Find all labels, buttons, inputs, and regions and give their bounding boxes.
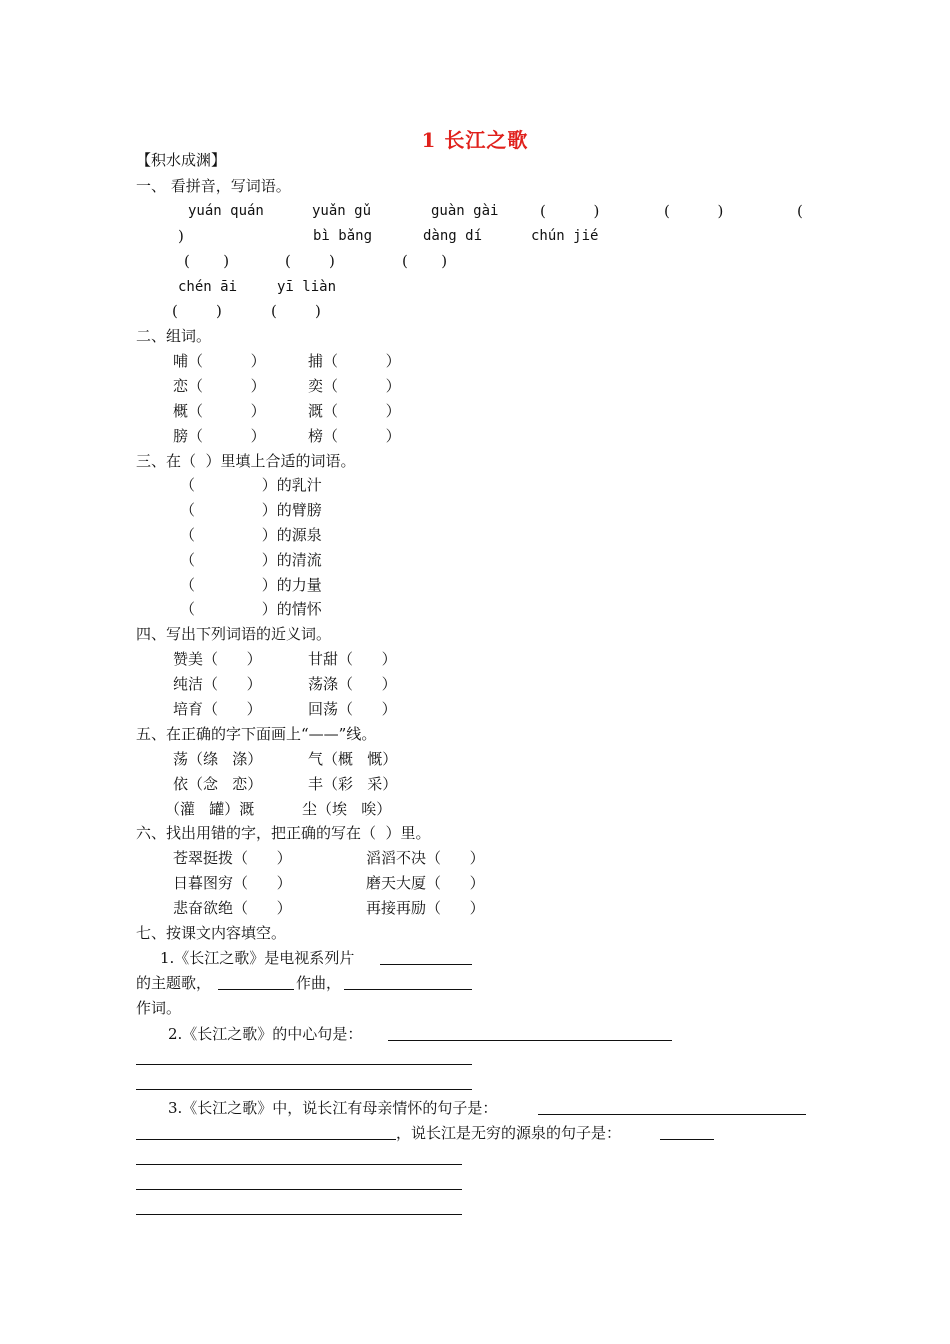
typo-fix-item[interactable]: 日暮图穷（ ） (173, 874, 292, 892)
answer-blank[interactable]: ( ) (664, 202, 724, 220)
answer-blank[interactable]: ) (178, 227, 184, 245)
word-fill-item[interactable]: 奕（ ） (308, 377, 401, 395)
pinyin-item: chún jié (531, 228, 599, 244)
synonym-item[interactable]: 赞美（ ） (173, 650, 262, 668)
answer-blank[interactable]: ( ) (402, 252, 448, 270)
word-fill-item[interactable]: 捕（ ） (308, 352, 401, 370)
q3-heading: 三、在（ ）里填上合适的词语。 (136, 452, 356, 470)
answer-blank[interactable]: ( (797, 202, 803, 220)
synonym-item[interactable]: 纯洁（ ） (173, 675, 262, 693)
q5-heading: 五、在正确的字下面画上“——”线。 (136, 725, 377, 743)
char-choice-item[interactable]: 依（念 恋） (173, 775, 263, 793)
word-fill-item[interactable]: 榜（ ） (308, 427, 401, 445)
pinyin-item: yuán quán (188, 203, 264, 219)
phrase-fill-item[interactable]: （ ）的乳汁 (180, 476, 322, 494)
word-fill-item[interactable]: 哺（ ） (173, 352, 266, 370)
phrase-fill-item[interactable]: （ ）的力量 (180, 576, 322, 594)
pinyin-item: dàng dí (423, 228, 483, 244)
word-fill-item[interactable]: 溉（ ） (308, 402, 401, 420)
q7-item1-text: 的主题歌， (136, 974, 212, 992)
pinyin-item: yuǎn gǔ (312, 203, 372, 219)
answer-blank[interactable]: ( ) (184, 252, 230, 270)
answer-line[interactable] (380, 964, 472, 965)
q1-heading: 一、 看拼音，写词语。 (136, 177, 291, 195)
q2-heading: 二、组词。 (136, 327, 212, 345)
answer-line[interactable] (136, 1164, 462, 1165)
synonym-item[interactable]: 荡涤（ ） (308, 675, 397, 693)
answer-line[interactable] (136, 1089, 472, 1090)
answer-line[interactable] (136, 1064, 472, 1065)
typo-fix-item[interactable]: 磨天大厦（ ） (366, 874, 485, 892)
q4-heading: 四、写出下列词语的近义词。 (136, 625, 332, 643)
q7-heading: 七、按课文内容填空。 (136, 924, 287, 942)
answer-line[interactable] (136, 1189, 462, 1190)
answer-blank[interactable]: ( ) (172, 302, 222, 320)
word-fill-item[interactable]: 恋（ ） (173, 377, 266, 395)
q7-item2-text: 2.《长江之歌》的中心句是： (168, 1025, 363, 1043)
answer-line[interactable] (388, 1040, 672, 1041)
typo-fix-item[interactable]: 滔滔不决（ ） (366, 849, 485, 867)
phrase-fill-item[interactable]: （ ）的情怀 (180, 600, 322, 618)
synonym-item[interactable]: 培育（ ） (173, 700, 262, 718)
word-fill-item[interactable]: 膀（ ） (173, 427, 266, 445)
q7-item3-text: 3.《长江之歌》中，说长江有母亲情怀的句子是： (168, 1099, 498, 1117)
char-choice-item[interactable]: （灌 罐）溉 (165, 800, 255, 818)
synonym-item[interactable]: 回荡（ ） (308, 700, 397, 718)
char-choice-item[interactable]: 荡（绦 涤） (173, 750, 263, 768)
word-fill-item[interactable]: 概（ ） (173, 402, 266, 420)
answer-line[interactable] (538, 1114, 806, 1115)
answer-line[interactable] (344, 989, 472, 990)
phrase-fill-item[interactable]: （ ）的清流 (180, 551, 322, 569)
page-title: 1 长江之歌 (421, 128, 529, 152)
q6-heading: 六、找出用错的字，把正确的写在（ ）里。 (136, 824, 431, 842)
answer-line[interactable] (660, 1139, 714, 1140)
section-header: 【积水成渊】 (136, 151, 227, 169)
pinyin-item: guàn gài (431, 203, 499, 219)
synonym-item[interactable]: 甘甜（ ） (308, 650, 397, 668)
answer-blank[interactable]: ( ) (271, 302, 321, 320)
phrase-fill-item[interactable]: （ ）的源泉 (180, 526, 322, 544)
typo-fix-item[interactable]: 苍翠挺拨（ ） (173, 849, 292, 867)
char-choice-item[interactable]: 尘（埃 唉） (302, 800, 392, 818)
answer-blank[interactable]: ( ) (540, 202, 600, 220)
q7-item1-text: 1.《长江之歌》是电视系列片 (160, 949, 355, 967)
char-choice-item[interactable]: 气（概 慨） (308, 750, 398, 768)
phrase-fill-item[interactable]: （ ）的臂膀 (180, 501, 322, 519)
answer-line[interactable] (136, 1139, 396, 1140)
answer-line[interactable] (218, 989, 294, 990)
q7-item1-text: 作词。 (136, 999, 182, 1017)
pinyin-item: chén āi (178, 279, 238, 295)
answer-blank[interactable]: ( ) (285, 252, 335, 270)
pinyin-item: yī liàn (277, 279, 337, 295)
answer-line[interactable] (136, 1214, 462, 1215)
typo-fix-item[interactable]: 悲奋欲绝（ ） (173, 899, 292, 917)
q7-item1-text: 作曲， (296, 974, 342, 992)
pinyin-item: bì bǎng (313, 228, 373, 244)
char-choice-item[interactable]: 丰（彩 采） (308, 775, 398, 793)
typo-fix-item[interactable]: 再接再励（ ） (366, 899, 485, 917)
q7-item3-text: ，说长江是无穷的源泉的句子是： (396, 1124, 622, 1142)
